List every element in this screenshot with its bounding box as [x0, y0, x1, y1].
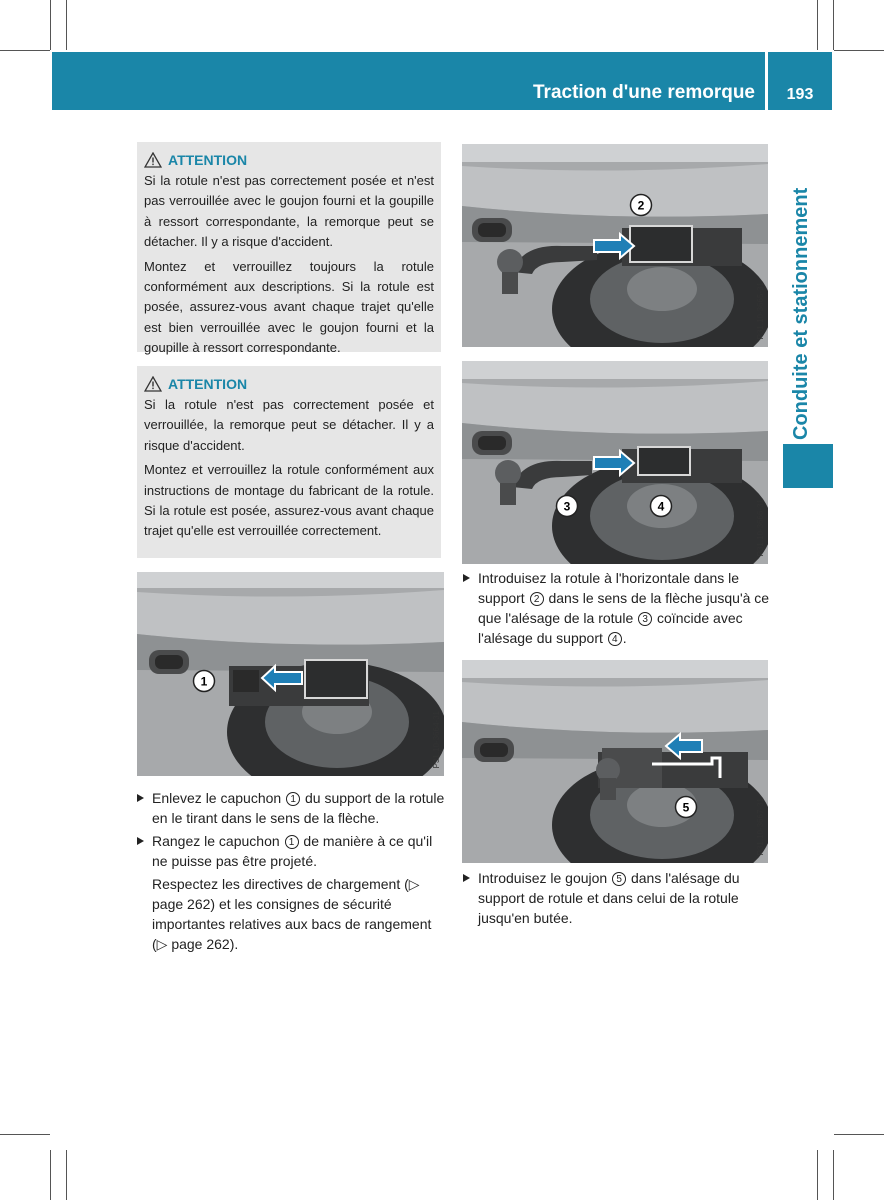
crop-mark [66, 0, 67, 50]
instruction-step: Introduisez le goujon 5 dans l'alésage du support de rotule et dans celui de la rotule jusqu'en butée. [463, 868, 771, 928]
figure-insert-pin [462, 660, 768, 863]
callout-ref: 2 [530, 592, 544, 606]
figure-code: P31.10-3666-31 [756, 498, 765, 556]
callout-5 [674, 795, 698, 819]
instruction-note: Respectez les directives de chargement (▷ page 262) et les consignes de sécurité importantes relatives aux bacs de rangement (▷ page 262). [152, 876, 432, 952]
instruction-step: Introduisez la rotule à l'horizontale dans le support 2 dans le sens de la flèche jusqu'à ce que l'alésage de la rotule 3 coïncide avec l'alésage du support 4 . [463, 568, 771, 648]
page-number: 193 [786, 86, 814, 103]
crop-mark [833, 0, 834, 50]
callout-2 [629, 193, 653, 217]
crop-mark [817, 1150, 818, 1200]
figure-insert-ball-2 [462, 361, 768, 564]
warning-box [137, 142, 441, 356]
crop-mark [50, 1150, 51, 1200]
callout-3 [555, 494, 579, 518]
figure-code: P31.10-3664-31 [432, 710, 441, 768]
svg-text:3: 3 [563, 499, 571, 514]
crop-mark [817, 0, 818, 50]
bullet-arrow-icon [463, 574, 470, 582]
header-bar [52, 52, 765, 110]
callout-4 [649, 494, 673, 518]
warning-text: Si la rotule n'est pas correctement posée et n'est pas verrouillée avec le goujon fourni et la goupille à ressort correspondante, la remorque peut se détacher. Il y a risque d'accident. [144, 173, 434, 250]
figure-insert-ball-1 [462, 144, 768, 347]
crop-mark [50, 0, 51, 50]
figure-code: P31.10-3667-31 [756, 797, 765, 855]
warning-box [137, 366, 441, 558]
warning-text: Si la rotule n'est pas correctement posée et verrouillée, la remorque peut se détacher. Il y a risque d'accident. [144, 397, 434, 453]
svg-text:4: 4 [657, 499, 665, 514]
bullet-arrow-icon [137, 794, 144, 802]
figure-illustration [137, 572, 444, 776]
callout-ref: 5 [612, 872, 626, 886]
callout-ref: 1 [286, 792, 300, 806]
svg-text:1: 1 [200, 674, 208, 689]
instruction-step: Enlevez le capuchon 1 du support de la rotule en le tirant dans le sens de la flèche. [137, 788, 445, 828]
warning-title: ATTENTION [168, 152, 248, 168]
svg-text:2: 2 [637, 198, 645, 213]
figure-illustration [462, 660, 768, 863]
figure-illustration [462, 361, 768, 564]
callout-1 [192, 669, 216, 693]
crop-mark [0, 1134, 50, 1135]
section-side-label-text: Conduite et stationnement [790, 187, 812, 440]
warning-triangle-icon [144, 376, 162, 392]
section-tab-marker [783, 444, 833, 488]
bullet-arrow-icon [463, 874, 470, 882]
figure-illustration [462, 144, 768, 347]
crop-mark [834, 50, 884, 51]
page-number-box [768, 52, 832, 110]
figure-code: P31.10-3665-31 [756, 281, 765, 339]
callout-ref: 4 [608, 632, 622, 646]
warning-text: Montez et verrouillez toujours la rotule conformément aux descriptions. Si la rotule est posée, assurez-vous avant chaque trajet qu'elle est bien verrouillée avec le goujon fourni et la goupille à ressort correspondante. [144, 258, 434, 356]
figure-remove-cap [137, 572, 444, 776]
callout-ref: 1 [285, 835, 299, 849]
bullet-arrow-icon [137, 837, 144, 845]
crop-mark [833, 1150, 834, 1200]
warning-title: ATTENTION [168, 376, 248, 392]
callout-ref: 3 [638, 612, 652, 626]
instruction-step: Rangez le capuchon 1 de manière à ce qu'il ne puisse pas être projeté. [137, 831, 445, 871]
warning-triangle-icon [144, 152, 162, 168]
crop-mark [66, 1150, 67, 1200]
crop-mark [0, 50, 50, 51]
warning-text: Montez et verrouillez la rotule conformément aux instructions de montage du fabricant de la rotule. Si la rotule est posée, assurez-vous avant chaque trajet qu'elle est verrouillée correctement. [144, 462, 434, 539]
svg-text:5: 5 [682, 800, 690, 815]
page-title: Traction d'une remorque [533, 82, 755, 103]
crop-mark [834, 1134, 884, 1135]
